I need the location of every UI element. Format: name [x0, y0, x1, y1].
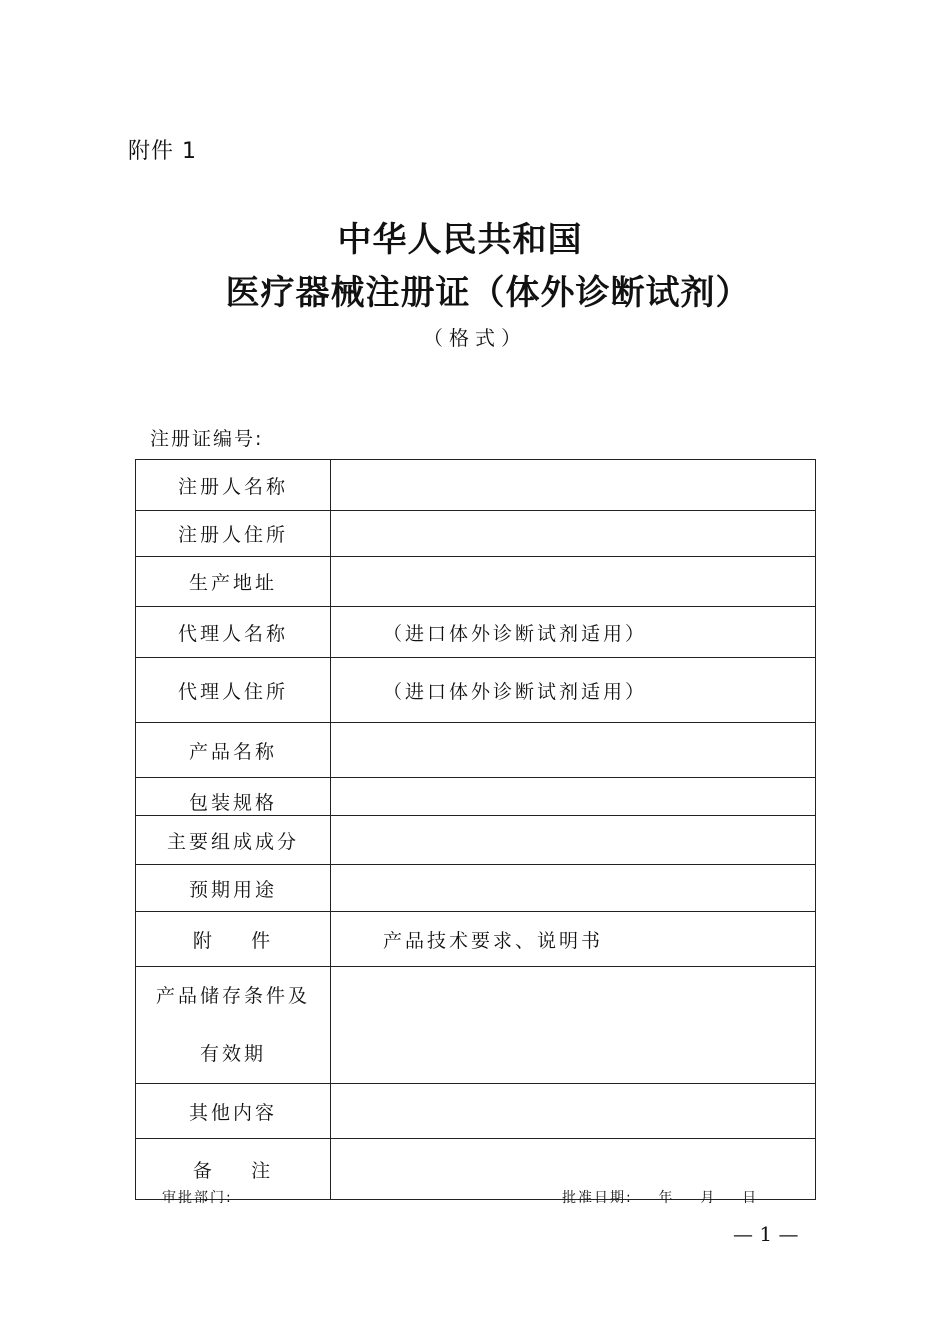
approval-date-label: 批准日期: 年 月 日: [562, 1190, 759, 1206]
registration-number-label: 注册证编号:: [150, 428, 264, 450]
row-label: 生产地址: [136, 557, 331, 607]
row-label: 产品名称: [136, 723, 331, 778]
row-value: （进口体外诊断试剂适用）: [331, 658, 816, 723]
row-value: [331, 816, 816, 865]
row-label: 代理人名称: [136, 607, 331, 658]
row-label: 代理人住所: [136, 658, 331, 723]
table-row: [136, 607, 816, 658]
format-subtitle: （格式）: [423, 326, 527, 350]
row-label-line2: 有效期: [199, 1043, 266, 1065]
row-value: [331, 557, 816, 607]
row-value: [331, 778, 816, 816]
page-number: — 1 —: [733, 1222, 799, 1246]
document-title-line2: 医疗器械注册证（体外诊断试剂）: [225, 273, 751, 313]
table-row: [136, 723, 816, 778]
table-row: [136, 778, 816, 816]
row-value: [331, 511, 816, 557]
row-label: 注册人名称: [136, 460, 331, 511]
table-row: [136, 1084, 816, 1139]
row-value: [331, 865, 816, 912]
table-row: [136, 865, 816, 912]
table-row: [136, 912, 816, 967]
row-label: [136, 967, 331, 1084]
row-value: 产品技术要求、说明书: [331, 912, 816, 967]
row-value: （进口体外诊断试剂适用）: [331, 607, 816, 658]
table-row: [136, 460, 816, 511]
table-row: [136, 658, 816, 723]
row-value: [331, 967, 816, 1084]
document-title-line1: 中华人民共和国: [337, 220, 583, 260]
row-label: 包装规格: [136, 778, 331, 816]
row-label: 备 注: [136, 1139, 331, 1200]
approval-department-label: 审批部门:: [162, 1190, 233, 1206]
row-label: 其他内容: [136, 1084, 331, 1139]
row-label: 主要组成成分: [136, 816, 331, 865]
table-row: [136, 557, 816, 607]
table-row: [136, 511, 816, 557]
row-value: [331, 460, 816, 511]
row-label: 附 件: [136, 912, 331, 967]
certificate-table: [135, 459, 816, 1200]
table-row: [136, 967, 816, 1084]
table-row: [136, 816, 816, 865]
row-label-line1: 产品储存条件及: [155, 985, 310, 1007]
row-value: [331, 1084, 816, 1139]
row-label: 预期用途: [136, 865, 331, 912]
row-value: [331, 723, 816, 778]
attachment-label: 附件 1: [128, 139, 197, 164]
row-label: 注册人住所: [136, 511, 331, 557]
